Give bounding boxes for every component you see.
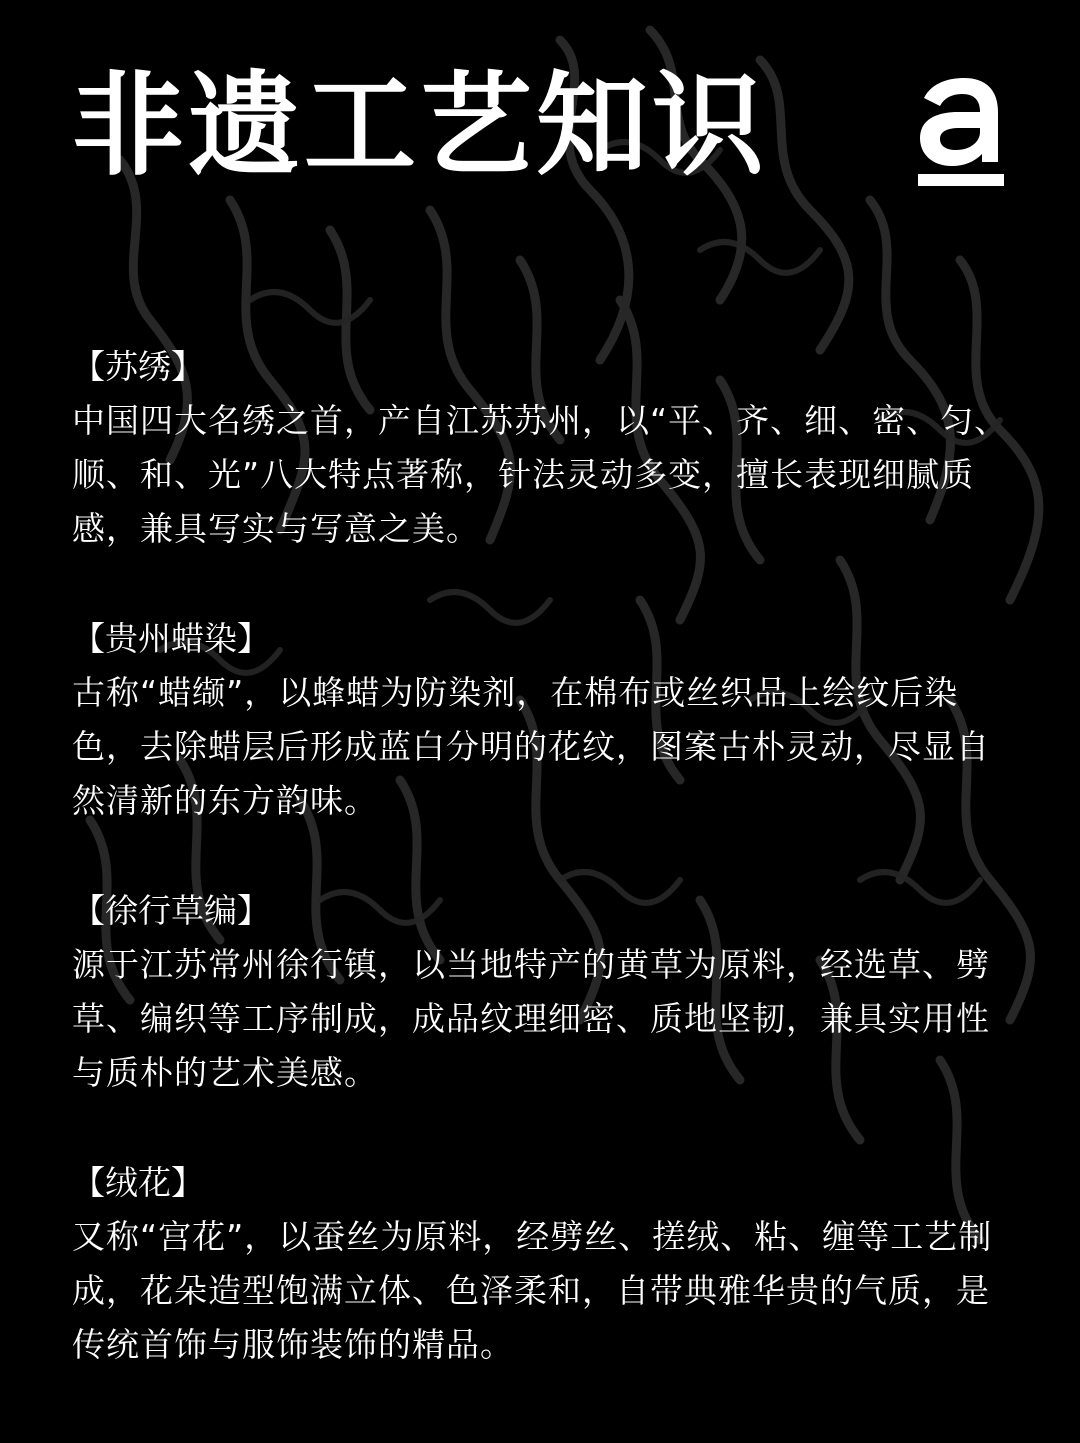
section-suxiu <box>72 340 1012 556</box>
section-guizhou-batik <box>72 612 1012 828</box>
section-body: 源于江苏常州徐行镇，以当地特产的黄草为原料，经选草、劈草、编织等工序制成，成品纹理细密、质地坚韧，兼具实用性与质朴的艺术美感。 <box>72 945 990 1092</box>
section-body: 又称“宫花”，以蚕丝为原料，经劈丝、搓绒、粘、缠等工艺制成，花朵造型饱满立体、色泽柔和，自带典雅华贵的气质，是传统首饰与服饰装饰的精品。 <box>72 1217 993 1364</box>
letter-a-logo-icon <box>914 70 1008 188</box>
page-title: 非遗工艺知识 <box>72 61 768 191</box>
section-title: 【苏绣】 <box>72 347 204 386</box>
section-title: 【徐行草编】 <box>72 891 270 930</box>
section-title: 【绒花】 <box>72 1163 204 1202</box>
header <box>72 58 1008 198</box>
section-body: 中国四大名绣之首，产自江苏苏州，以“平、齐、细、密、匀、顺、和、光”八大特点著称，针法灵动多变，擅长表现细腻质感，兼具写实与写意之美。 <box>72 401 1009 548</box>
section-body: 古称“蜡缬”，以蜂蜡为防染剂，在棉布或丝织品上绘纹后染色，去除蜡层后形成蓝白分明的花纹，图案古朴灵动，尽显自然清新的东方韵味。 <box>72 673 990 820</box>
section-title: 【贵州蜡染】 <box>72 619 270 658</box>
section-velvet-flower <box>72 1156 1012 1372</box>
section-xuxing-straw-weaving <box>72 884 1012 1100</box>
content <box>72 340 1012 1428</box>
